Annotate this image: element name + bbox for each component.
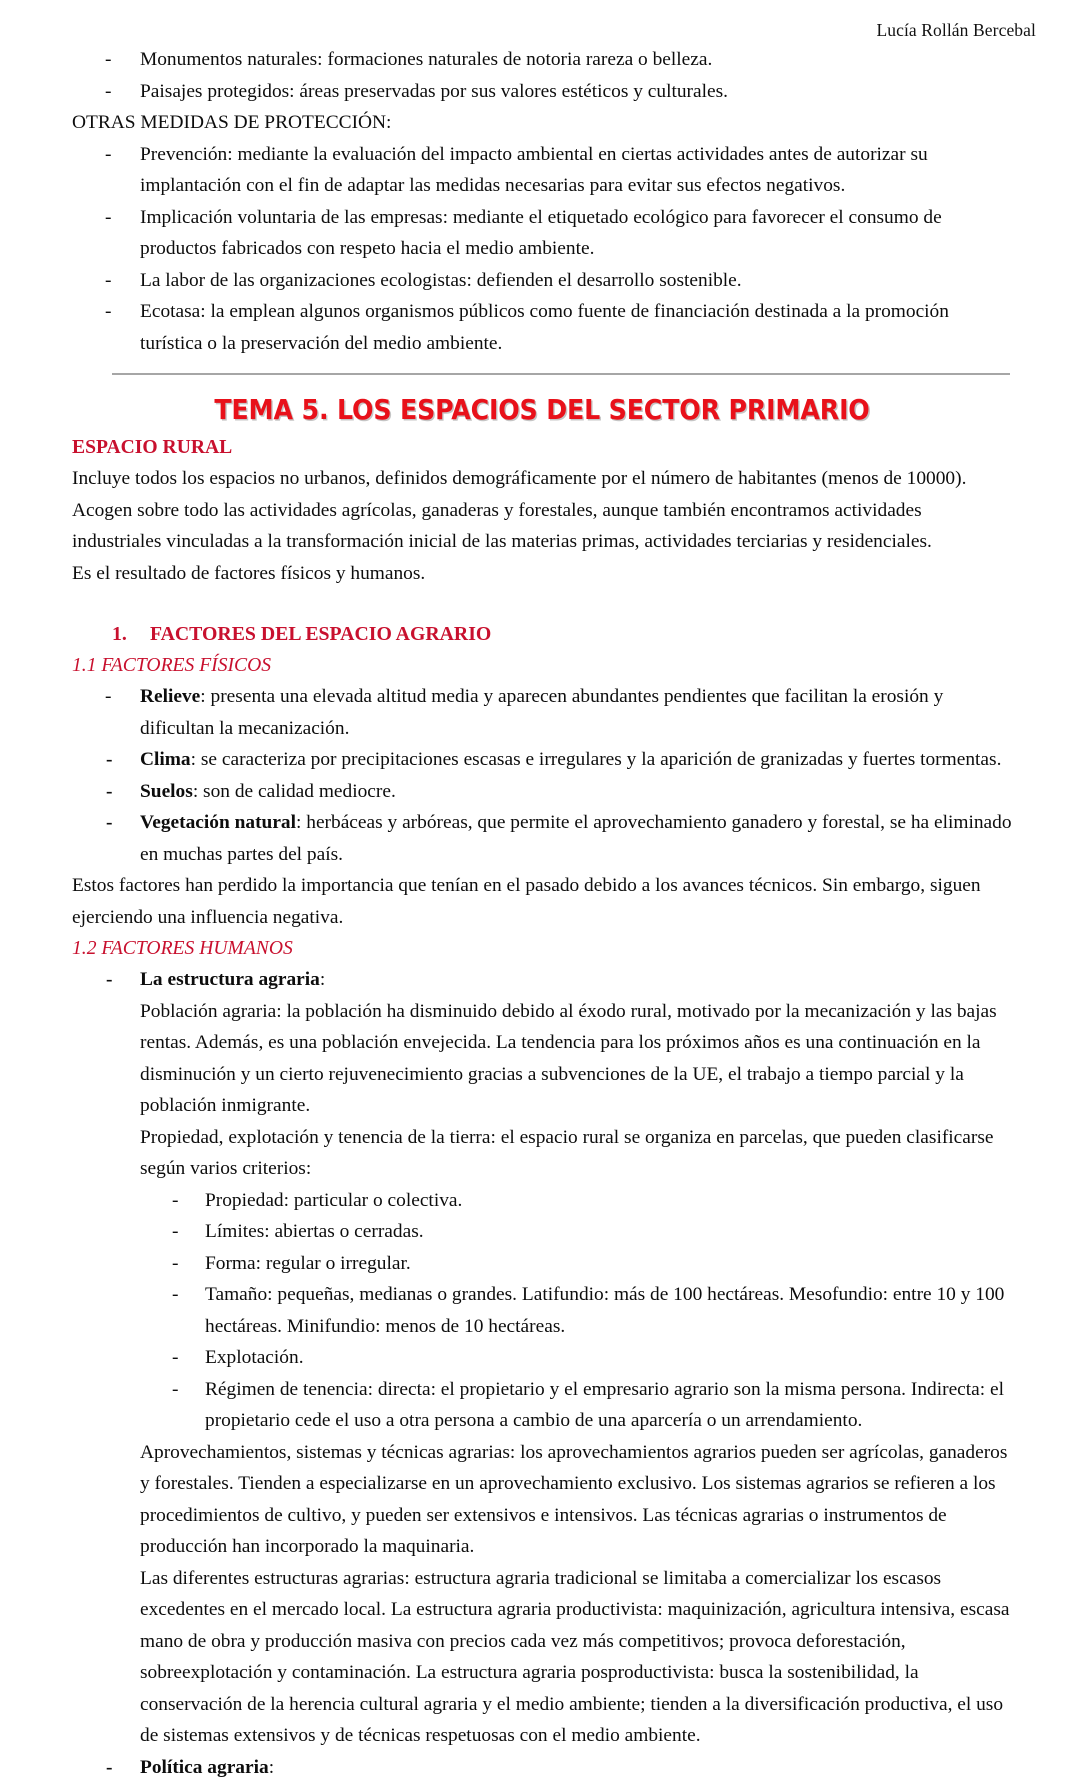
list-item-term: Suelos [140, 780, 193, 802]
list-item-text: Límites: abiertas o cerradas. [205, 1221, 424, 1243]
poblacion-agraria-paragraph: Población agraria: la población ha disminuido debido al éxodo rural, motivado por la mecanización y las bajas rentas. Además, es una población envejecida. La tendencia para los próximos años es una continuación en la disminución y un cierto rejuvenecimiento gracias a subvenciones de la UE, el trabajo a tiempo parcial y la población inmigrante. [140, 1000, 997, 1117]
factores-humanos-list [72, 964, 1012, 996]
dash-bullet-icon: - [105, 49, 112, 70]
espacio-rural-paragraph-1: Incluye todos los espacios no urbanos, definidos demográficamente por el número de habitantes (menos de 10000). Acogen sobre todo las actividades agrícolas, ganaderas y forestales, aunque también encontramos actividades industriales vinculadas a la transformación inicial de las materias primas, actividades terciarias y residenciales. [72, 468, 967, 553]
list-item-text: : son de calidad mediocre. [192, 780, 396, 802]
list-item-text: Ecotasa: la emplean algunos organismos públicos como fuente de financiación destinada a la promoción turística o la preservación del medio ambiente. [140, 301, 949, 354]
list-item-term: Vegetación natural [140, 812, 297, 834]
estructuras-agrarias-paragraph: Las diferentes estructuras agrarias: estructura agraria tradicional se limitaba a comercializar los escasos excedentes en el mercado local. La estructura agraria productivista: maquinización, agricultura intensiva, escasa mano de obra y producción masiva con precios cada vez más competitivos; provoca deforestación, sobreexplotación y contaminación. La estructura agraria posproductivista: busca la sostenibilidad, la conservación de la herencia cultural agraria y el medio ambiente; tienden a la diversificación productiva, el uso de sistemas extensivos y de técnicas respetuosas con el medio ambiente. [140, 1567, 1010, 1747]
list-item-term: La estructura agraria [140, 969, 320, 991]
list-item [72, 202, 1012, 265]
aprovechamientos-paragraph: Aprovechamientos, sistemas y técnicas agrarias: los aprovechamientos agrarios pueden ser agrícolas, ganaderos y forestales. Tienden a especializarse en un aprovechamiento exclusivo. Los sistemas agrarios se refieren a los procedimientos de cultivo, y pueden ser extensivos e intensivos. Las técnicas agrarias o instrumentos de producción han incorporado la maquinaria. [140, 1441, 1008, 1558]
dash-bullet-icon: - [106, 1756, 113, 1778]
list-item-text: Implicación voluntaria de las empresas: mediante el etiquetado ecológico para favorecer el consumo de productos fabricados con respeto hacia el medio ambiente. [140, 206, 942, 259]
section-divider [112, 373, 1010, 375]
list-item [72, 1752, 1012, 1783]
section-1-heading [72, 619, 1012, 650]
espacio-rural-heading: ESPACIO RURAL [72, 437, 233, 459]
dash-bullet-icon: - [105, 143, 112, 165]
page-header-author: Lucía Rollán Bercebal [876, 20, 1036, 40]
list-item [72, 681, 1012, 744]
list-item [72, 76, 1012, 108]
otras-medidas-list [72, 139, 1012, 360]
list-item [72, 1185, 1012, 1217]
dash-bullet-icon: - [172, 1221, 179, 1243]
dash-bullet-icon: - [106, 780, 113, 802]
dash-bullet-icon: - [106, 812, 113, 834]
list-item-text: Paisajes protegidos: áreas preservadas por sus valores estéticos y culturales. [140, 80, 729, 102]
section-1-title: FACTORES DEL ESPACIO AGRARIO [150, 623, 492, 646]
list-item [72, 44, 1012, 76]
dash-bullet-icon: - [172, 1378, 179, 1400]
dash-bullet-icon: - [105, 206, 112, 228]
espacio-rural-paragraph-2: Es el resultado de factores físicos y humanos. [72, 562, 426, 584]
list-item-text: : [268, 1756, 275, 1778]
list-item [72, 807, 1012, 870]
otras-medidas-heading: OTRAS MEDIDAS DE PROTECCIÓN: [72, 112, 392, 133]
list-item [72, 776, 1012, 808]
list-item-text: : herbáceas y arbóreas, que permite el aprovechamiento ganadero y forestal, se ha eliminado en muchas partes del país. [140, 812, 1012, 865]
list-item-term: Clima [140, 749, 191, 771]
factores-fisicos-closing: Estos factores han perdido la importancia que tenían en el pasado debido a los avances técnicos. Sin embargo, siguen ejerciendo una influencia negativa. [72, 875, 981, 928]
list-item-term: Relieve [140, 686, 201, 708]
list-item-text: Propiedad: particular o colectiva. [205, 1189, 463, 1211]
dash-bullet-icon: - [106, 969, 113, 991]
vertical-spacer [72, 589, 1012, 619]
dash-bullet-icon: - [172, 1189, 179, 1211]
list-item [72, 1248, 1012, 1280]
list-item [72, 744, 1012, 776]
page-title: TEMA 5. LOS ESPACIOS DEL SECTOR PRIMARIO [214, 394, 870, 426]
list-item-text: : [319, 969, 326, 991]
propiedad-intro-paragraph: Propiedad, explotación y tenencia de la tierra: el espacio rural se organiza en parcelas, que pueden clasificarse según varios criterios: [140, 1126, 994, 1180]
criterios-parcelas-list [72, 1185, 1012, 1437]
dash-bullet-icon: - [172, 1347, 179, 1369]
list-item-text: : presenta una elevada altitud media y aparecen abundantes pendientes que facilitan la erosión y dificultan la mecanización. [140, 686, 944, 739]
list-item [72, 139, 1012, 202]
list-item [72, 1374, 1012, 1437]
list-item-text: Tamaño: pequeñas, medianas o grandes. Latifundio: más de 100 hectáreas. Mesofundio: entre 10 y 100 hectáreas. Minifundio: menos de 10 hectáreas. [205, 1284, 1005, 1337]
dash-bullet-icon: - [105, 301, 112, 322]
protected-areas-list [72, 44, 1012, 107]
list-item-text: La labor de las organizaciones ecologistas: defienden el desarrollo sostenible. [140, 269, 742, 291]
dash-bullet-icon: - [172, 1284, 179, 1306]
dash-bullet-icon: - [172, 1252, 179, 1274]
list-item-text: Forma: regular o irregular. [205, 1252, 411, 1274]
section-1-number: 1. [112, 623, 127, 646]
list-item [72, 1216, 1012, 1248]
factores-fisicos-list [72, 681, 1012, 870]
list-item-text: : se caracteriza por precipitaciones escasas e irregulares y la aparición de granizadas y fuertes tormentas. [190, 749, 1002, 771]
list-item-text: Monumentos naturales: formaciones naturales de notoria rareza o belleza. [140, 49, 713, 70]
dash-bullet-icon: - [106, 749, 113, 771]
list-item [72, 964, 1012, 996]
list-item-text: Explotación. [205, 1347, 304, 1369]
list-item-term: Política agraria [140, 1756, 269, 1778]
list-item-text: Régimen de tenencia: directa: el propietario y el empresario agrario son la misma persona. Indirecta: el propietario cede el uso a otra persona a cambio de una aparcería o un arrendamiento. [205, 1378, 1005, 1432]
subsection-1-2-heading: 1.2 FACTORES HUMANOS [72, 938, 293, 960]
dash-bullet-icon: - [105, 686, 112, 708]
list-item [72, 296, 1012, 359]
list-item [72, 265, 1012, 297]
document-content [72, 44, 1012, 1783]
subsection-1-1-heading: 1.1 FACTORES FÍSICOS [72, 655, 272, 677]
dash-bullet-icon: - [105, 269, 112, 291]
list-item-text: Prevención: mediante la evaluación del impacto ambiental en ciertas actividades antes de autorizar su implantación con el fin de adaptar las medidas necesarias para evitar sus efectos negativos. [140, 143, 928, 196]
list-item [72, 1342, 1012, 1374]
politica-agraria-list [72, 1752, 1012, 1783]
dash-bullet-icon: - [105, 80, 112, 102]
list-item [72, 1279, 1012, 1342]
